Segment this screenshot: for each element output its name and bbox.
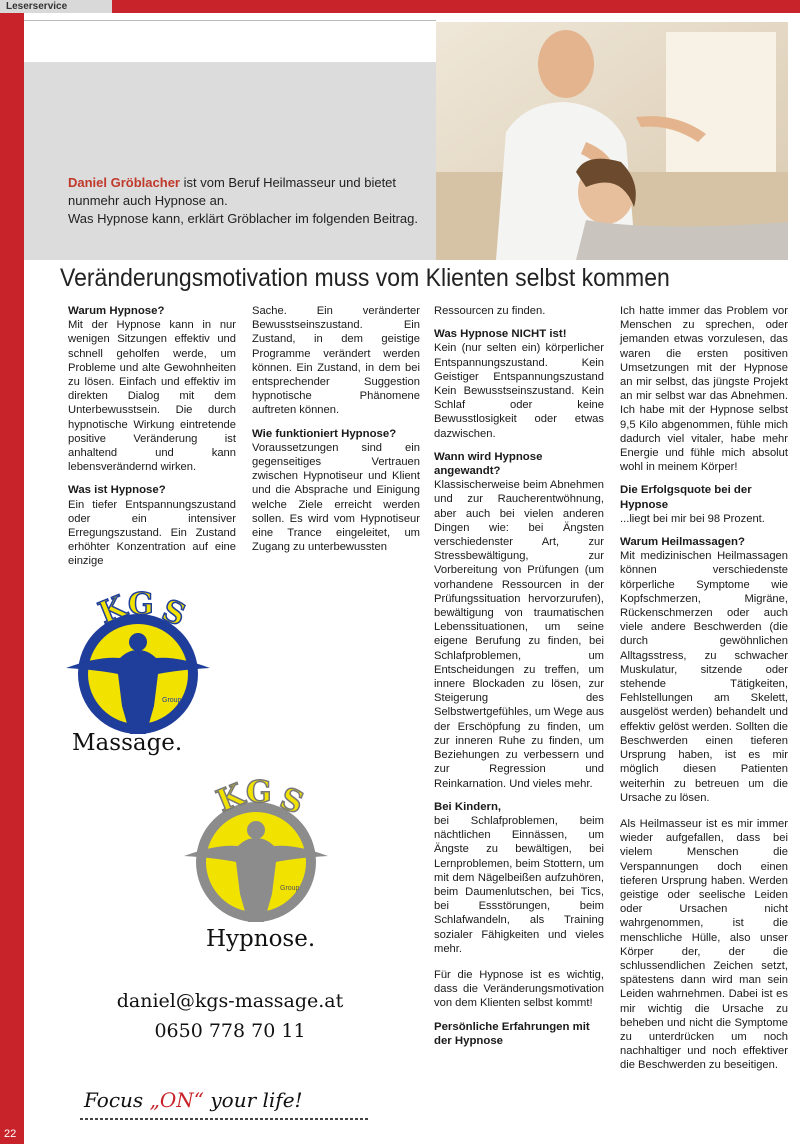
hypnose-label: Hypnose. — [206, 926, 316, 952]
paragraph: Mit der Hypnose kann in nur wenigen Sitzungen effektiv und schnell geholfen werde, um Probleme und alte Gewohnheiten zu lösen. Einfach und effektiv im direkten Dialog mit dem Unterbewusstsein. Die durch hypnotische Wirkung eintretende positive Veränderung ist anhaltend und kann lebensverändernd wirken. — [68, 319, 236, 474]
logo-letter-k: K — [211, 777, 250, 820]
paragraph: bei Schlafproblemen, beim nächtlichen Einnässen, um Ängste zu bewältigen, bei Lernproblemen, beim Stottern, um mit dem Nägelbeißen aufzuhören, beim Daumenlutschen, bei Tics, bei Essstörungen, beim Schlafwandeln, als Training sozialer Fähigkeiten und vieles mehr. — [434, 814, 604, 955]
heading-persoenliche-erfahrungen: Persönliche Erfahrungen mit der Hypnose — [434, 1020, 590, 1047]
paragraph: Klassischerweise beim Abnehmen und zur Raucherentwöhnung, aber auch bei vielen anderen Dingen wie: bei Ängsten verschiedenster Art, zur Stressbewältigung, zur Vorbereitung von Prüfungen (um vorhandene Ressourcen in der Prüfungssituation hervorzurufen), bewältigung von traumatischen Lebenssituationen, um seine eigene Berufung zu finden, bei Schlafproblemen, um Entscheidungen zu treffen, um innere Blockaden zu lösen, zur Steigerung des Selbstwertgefühles, um Wege aus der Erschöpfung zu finden, um zur inneren Ruhe zu finden, um Beziehungen zu verbessern und zur Regression und Reinkarnation. Und vieles mehr. — [434, 479, 604, 790]
heading-wann-angewandt: Wann wird Hypnose angewandt? — [434, 450, 543, 478]
article-headline: Veränderungsmotivation muss vom Klienten selbst kommen — [60, 264, 670, 292]
logo-letter-g: G — [246, 775, 272, 810]
heading-warum-heilmassagen: Warum Heilmassagen? — [620, 536, 745, 549]
header-rule — [24, 20, 436, 21]
section-label: Leserservice — [0, 0, 112, 13]
kgs-logo-grey — [176, 774, 336, 934]
hypnosis-photo-illustration — [436, 22, 788, 260]
top-red-bar — [0, 0, 800, 13]
column-2 — [252, 304, 420, 554]
paragraph: Sache. Ein veränderter Bewusstseinszustand. Ein Zustand, in dem geistige Programme verändert werden können. Ein Zustand, in dem bei entsprechender Suggestion hypnotische Phänomene auftreten können. — [252, 305, 420, 417]
page-number: 22 — [4, 1128, 17, 1140]
left-red-rail — [0, 13, 24, 1144]
heading-warum-hypnose: Warum Hypnose? — [68, 305, 165, 317]
heading-was-hypnose-nicht-ist: Was Hypnose NICHT ist! — [434, 328, 567, 341]
paragraph: ...liegt bei mir bei 98 Prozent. — [620, 512, 765, 525]
slogan-part-2: your life! — [204, 1088, 303, 1112]
paragraph: Als Heilmasseur ist es mir immer wieder aufgefallen, dass bei vielem Menschen die Verspannungen doch einen tieferen Ursprung haben. Werden geistige oder seelische Leiden oder Ursachen nicht wahrgenommen, ist die menschliche Hülle, also unser Körper der, der die schlussendlichen Zeichen setzt, spätestens dann wird man sein Leiden wahrnehmen. Dabei ist es mir wichtig die Ursache zu beheben und nicht die Symptome zu unterdrücken um noch nachhaltiger und noch effektiver die Beschwerden zu beseitigen. — [620, 817, 788, 1072]
slogan — [84, 1088, 303, 1112]
intro-box — [24, 62, 436, 260]
massage-label: Massage. — [72, 730, 183, 756]
heading-wie-funktioniert: Wie funktioniert Hypnose? — [252, 427, 397, 440]
logo-letter-s: S — [157, 592, 191, 634]
column-3 — [434, 304, 604, 1048]
paragraph: Kein (nur selten ein) körperlicher Entspannungszustand. Kein Geistiger Entspannungszustand Kein Bewusstseinszustand. Kein Schlaf oder keine Bewusstlosigkeit oder etwas dazwischen. — [434, 342, 604, 440]
intro-line-1: ist vom Beruf Heilmasseur und bietet nunmehr auch Hypnose an. — [68, 175, 397, 208]
logo-group-text: Group — [162, 697, 182, 704]
logo-letter-k: K — [93, 589, 132, 632]
intro-text — [68, 174, 428, 228]
heading-erfolgsquote: Die Erfolgsquote bei der Hypnose — [620, 484, 752, 511]
contact-email: daniel@kgs-massage.at — [116, 990, 344, 1012]
kgs-logo-blue — [58, 586, 218, 746]
column-4 — [620, 304, 788, 1073]
slogan-part-1: Focus — [84, 1088, 150, 1112]
author-name: Daniel Gröblacher — [68, 175, 180, 190]
paragraph: Mit medizinischen Heilmassagen können verschiedenste körperliche Symptome wie Kopfschmerzen, Migräne, Rückenschmerzen oder auch viele andere Beschwerden (die durch gewöhnlichen Alltagsstress, zu schwacher Muskulatur, sitzende oder stehende Tätigkeiten, Fehlstellungen am Skelett, ausgelöst werden) behandelt und effektiv gelöst werden. Sollten die Beschwerden einen tieferen Ursprung haben, ist es mir möglich diesen Patienten weiterhin zu betreuen um die Ursache zu lösen. — [620, 550, 788, 804]
paragraph: Voraussetzungen sind ein gegenseitiges Vertrauen zwischen Hypnotiseur und Klient und die Absprache und Einigung welche Ziele erreicht werden sollen. Es wird vom Hypnotiseur eine Trance eingeleitet, um Zugang zu unterbewussten — [252, 441, 420, 554]
logo-group-text: Group — [280, 885, 300, 892]
heading-bei-kindern: Bei Kindern, — [434, 800, 502, 813]
paragraph: Ein tiefer Entspannungszustand oder ein intensiver Erregungszustand. Ein Zustand erhöhter Konzentration auf eine einzige — [68, 498, 236, 568]
paragraph: Ressourcen zu finden. — [434, 305, 546, 317]
kgs-advertisement — [40, 578, 420, 1138]
slogan-on: „ON“ — [149, 1088, 205, 1112]
heading-was-ist-hypnose: Was ist Hypnose? — [68, 484, 166, 497]
paragraph: Für die Hypnose ist es wichtig, dass die Veränderungsmotivation von dem Klienten selbst kommt! — [434, 968, 604, 1010]
intro-line-2: Was Hypnose kann, erklärt Gröblacher im folgenden Beitrag. — [68, 211, 418, 226]
slogan-underline — [80, 1118, 368, 1120]
paragraph: Ich hatte immer das Problem vor Menschen zu sprechen, oder jemanden etwas vorzulesen, das waren die ersten positiven Umsetzungen mit der Hypnose an mir selbst, das jüngste Projekt an mir selbst war das Abnehmen. Ich habe mit der Hypnose selbst 9,5 Kilo abgenommen, fühle mich dadurch viel vitaler, habe mehr Energie und fühle mich absolut wohl in meinem Körper! — [620, 305, 788, 474]
logo-letter-g: G — [128, 587, 154, 622]
logo-letter-s: S — [275, 780, 309, 822]
column-1 — [68, 304, 236, 569]
contact-phone: 0650 778 70 11 — [154, 1020, 306, 1042]
hypnosis-photo — [436, 22, 788, 260]
